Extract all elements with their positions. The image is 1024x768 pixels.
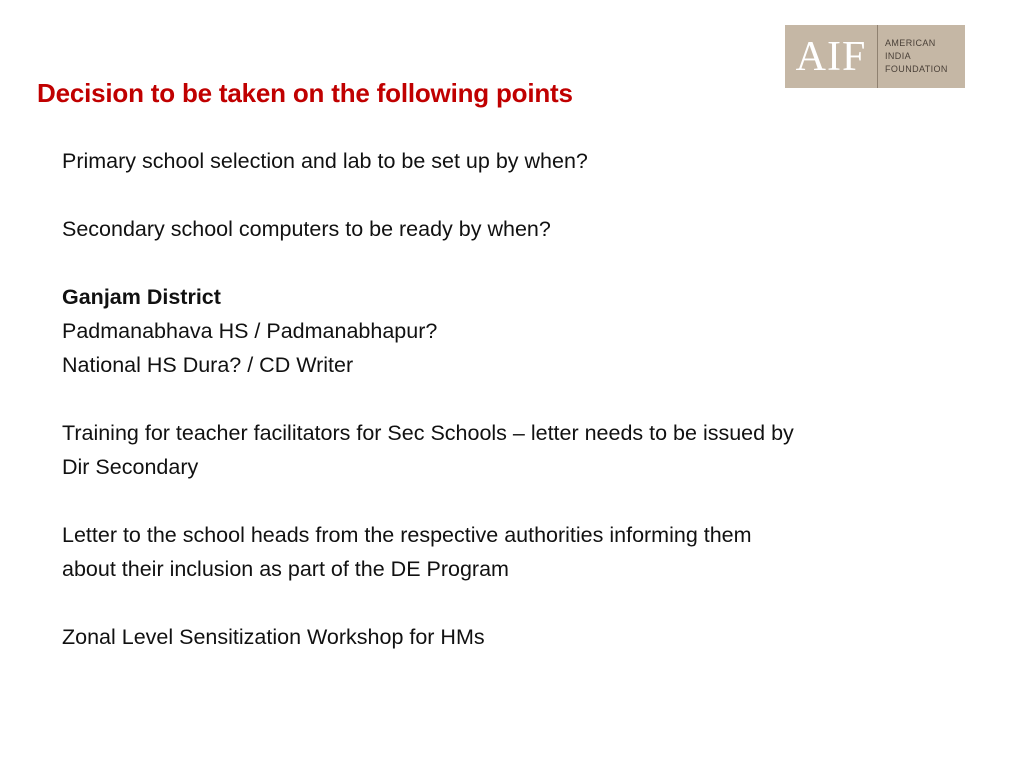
point-workshop: Zonal Level Sensitization Workshop for HMs bbox=[62, 625, 485, 649]
point-training bbox=[62, 416, 962, 484]
logo-text bbox=[878, 25, 965, 88]
point-letter bbox=[62, 518, 962, 586]
logo-mark: AIF bbox=[785, 25, 878, 88]
district-line: National HS Dura? / CD Writer bbox=[62, 353, 354, 377]
letter-line: about their inclusion as part of the DE Program bbox=[62, 557, 509, 581]
logo-line-american: AMERICAN bbox=[885, 38, 936, 48]
slide-title: Decision to be taken on the following points bbox=[37, 78, 573, 108]
aif-logo bbox=[785, 25, 965, 88]
training-line: Training for teacher facilitators for Sec Schools – letter needs to be issued by bbox=[62, 421, 794, 445]
logo-line-india: INDIA bbox=[885, 51, 912, 61]
slide-body bbox=[62, 144, 962, 654]
letter-line: Letter to the school heads from the respective authorities informing them bbox=[62, 523, 752, 547]
point-primary-school: Primary school selection and lab to be set up by when? bbox=[62, 149, 588, 173]
point-secondary-school: Secondary school computers to be ready by when? bbox=[62, 217, 551, 241]
training-line: Dir Secondary bbox=[62, 455, 199, 479]
logo-line-foundation: FOUNDATION bbox=[885, 64, 948, 74]
district-heading: Ganjam District bbox=[62, 285, 221, 309]
district-line: Padmanabhava HS / Padmanabhapur? bbox=[62, 319, 438, 343]
point-ganjam-district bbox=[62, 280, 962, 382]
